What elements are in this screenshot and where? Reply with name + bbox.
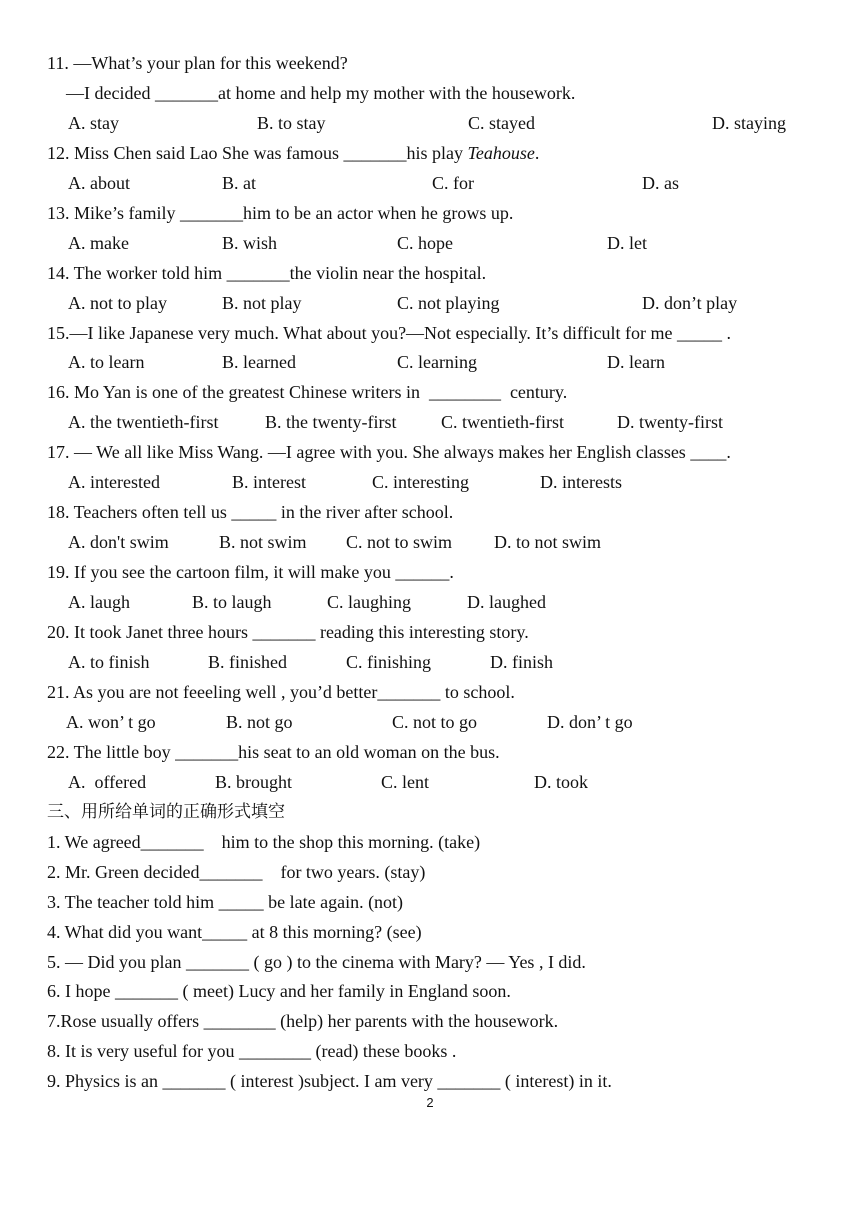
question-stem — [0, 561, 454, 583]
option-b: B. learned — [222, 352, 296, 372]
option-a: A. the twentieth-first — [68, 412, 219, 432]
option-c: C. not to go — [392, 712, 478, 732]
question-text: . As you are not feeeling well , you’d better_______ to school. — [65, 682, 515, 702]
question-text: . Mike’s family _______him to be an actor when he grows up. — [65, 203, 514, 223]
option-d: D. let — [607, 233, 647, 253]
question-number: 16 — [47, 382, 65, 402]
fill-in-item: 2. Mr. Green decided_______ for two years. (stay) — [47, 862, 426, 882]
option-a: A. about — [68, 173, 130, 193]
option-a: A. to learn — [68, 352, 145, 372]
question-stem — [0, 741, 500, 763]
question-number: 12 — [47, 143, 65, 163]
fill-in-item: 8. It is very useful for you ________ (read) these books . — [47, 1041, 457, 1061]
option-d: D. don’ t go — [547, 712, 633, 732]
option-b: B. at — [222, 173, 256, 193]
question-stem — [0, 681, 515, 703]
fill-in-item: 3. The teacher told him _____ be late again. (not) — [47, 892, 404, 912]
question-number: 21 — [47, 682, 65, 702]
option-b: B. interest — [232, 472, 306, 492]
question-number: 20 — [47, 622, 65, 642]
option-c: C. learning — [397, 352, 477, 372]
question-text: .—I like Japanese very much. What about you?—Not especially. It’s difficult for me _____ . — [65, 323, 731, 343]
option-c: C. twentieth-first — [441, 412, 564, 432]
option-c: C. finishing — [346, 652, 432, 672]
fill-in-item: 1. We agreed_______ him to the shop this morning. (take) — [47, 832, 481, 852]
question-text: . The little boy _______his seat to an old woman on the bus. — [65, 742, 500, 762]
option-d: D. took — [534, 772, 588, 792]
question-stem — [0, 52, 348, 74]
fill-in-item: 4. What did you want_____ at 8 this morning? (see) — [47, 922, 422, 942]
option-c: C. for — [432, 173, 474, 193]
section-title: 三、用所给单词的正确形式填空 — [47, 802, 285, 822]
option-a: A. interested — [68, 472, 160, 492]
option-d: D. finish — [490, 652, 553, 672]
question-stem-continued: —I decided _______at home and help my mother with the housework. — [66, 83, 576, 103]
option-a: A. make — [68, 233, 129, 253]
question-text: . — We all like Miss Wang. —I agree with you. She always makes her English classes ____. — [65, 442, 731, 462]
question-number: 22 — [47, 742, 65, 762]
question-stem — [0, 262, 486, 284]
question-text: . If you see the cartoon film, it will make you ______. — [65, 562, 454, 582]
option-b: B. the twenty-first — [265, 412, 397, 432]
option-d: D. don’t play — [642, 293, 738, 313]
question-stem — [0, 202, 513, 224]
fill-in-item: 6. I hope _______ ( meet) Lucy and her family in England soon. — [47, 981, 511, 1001]
option-c: C. laughing — [327, 592, 411, 612]
question-number: 14 — [47, 263, 65, 283]
option-c: C. stayed — [468, 113, 535, 133]
question-stem — [0, 441, 731, 463]
option-b: B. wish — [222, 233, 278, 253]
fill-in-item: 9. Physics is an _______ ( interest )subject. I am very _______ ( interest) in it. — [47, 1071, 612, 1091]
option-d: D. laughed — [467, 592, 546, 612]
option-c: C. interesting — [372, 472, 469, 492]
option-b: B. finished — [208, 652, 287, 672]
option-d: D. to not swim — [494, 532, 602, 552]
option-b: B. not play — [222, 293, 302, 313]
question-number: 19 — [47, 562, 65, 582]
option-b: B. not swim — [219, 532, 307, 552]
option-b: B. to laugh — [192, 592, 272, 612]
option-b: B. to stay — [257, 113, 326, 133]
option-a: A. not to play — [68, 293, 167, 313]
question-number: 18 — [47, 502, 65, 522]
option-c: C. lent — [381, 772, 429, 792]
fill-in-item: 5. — Did you plan _______ ( go ) to the cinema with Mary? — Yes , I did. — [47, 952, 586, 972]
question-stem — [0, 621, 529, 643]
question-text: . Miss Chen said Lao She was famous _______his play — [65, 143, 468, 163]
question-text: . Teachers often tell us _____ in the river after school. — [65, 502, 454, 522]
option-a: A. to finish — [68, 652, 150, 672]
question-number: 17 — [47, 442, 65, 462]
question-stem — [0, 381, 567, 403]
fill-in-item: 7.Rose usually offers ________ (help) her parents with the housework. — [47, 1011, 559, 1031]
question-number: 13 — [47, 203, 65, 223]
question-text: . The worker told him _______the violin near the hospital. — [65, 263, 487, 283]
option-d: D. interests — [540, 472, 622, 492]
option-c: C. not to swim — [346, 532, 453, 552]
option-c: C. not playing — [397, 293, 500, 313]
option-d: D. staying — [712, 113, 786, 133]
page-number: 2 — [426, 1095, 434, 1110]
question-text: . —What’s your plan for this weekend? — [64, 53, 348, 73]
option-a: A. stay — [68, 113, 119, 133]
option-a: A. laugh — [68, 592, 130, 612]
question-number: 15 — [47, 323, 65, 343]
option-d: D. twenty-first — [617, 412, 723, 432]
option-b: B. brought — [215, 772, 293, 792]
question-text-italic: Teahouse — [467, 143, 535, 163]
option-d: D. as — [642, 173, 679, 193]
question-text: . Mo Yan is one of the greatest Chinese writers in ________ century. — [65, 382, 568, 402]
question-stem — [0, 501, 453, 523]
option-a: A. offered — [68, 772, 147, 792]
option-a: A. don't swim — [68, 532, 169, 552]
option-c: C. hope — [397, 233, 453, 253]
question-text: . It took Janet three hours _______ reading this interesting story. — [65, 622, 529, 642]
option-b: B. not go — [226, 712, 293, 732]
option-a: A. won’ t go — [66, 712, 156, 732]
question-stem — [0, 142, 539, 164]
question-number: 11 — [47, 53, 65, 73]
question-stem — [0, 322, 731, 344]
question-text: . — [534, 143, 540, 163]
option-d: D. learn — [607, 352, 665, 372]
